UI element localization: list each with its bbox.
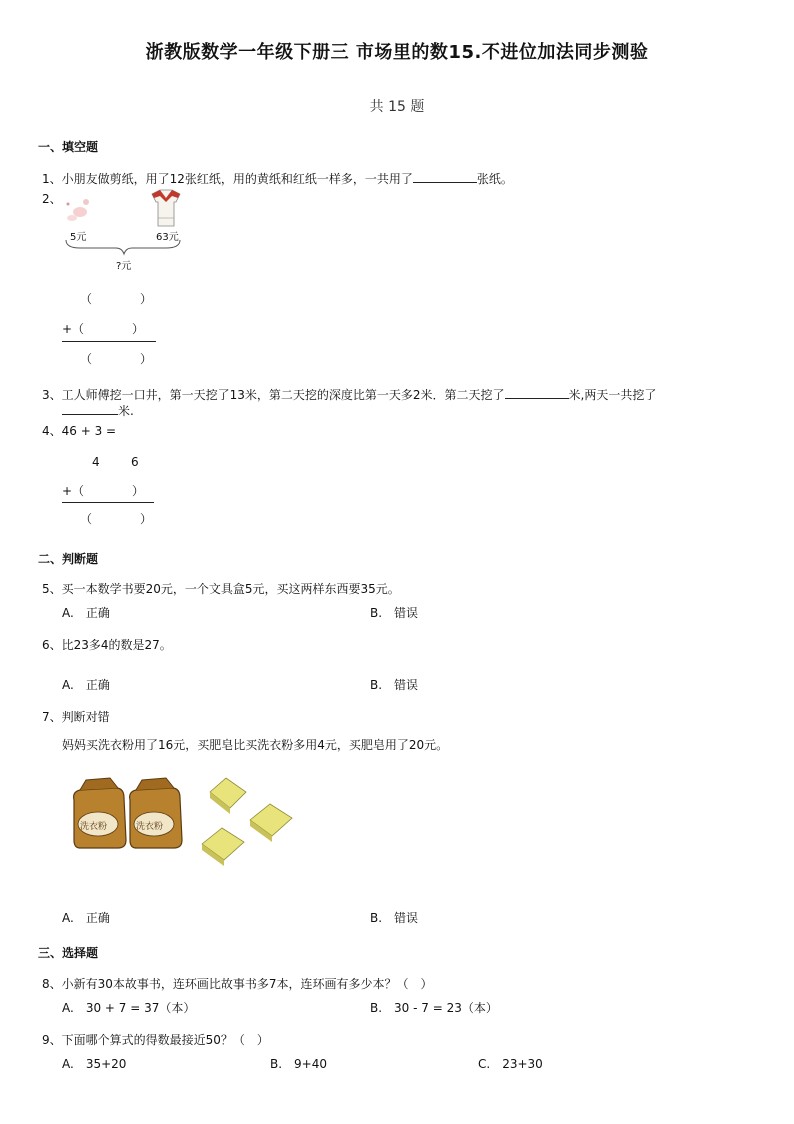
q4-row2[interactable]: +（ ） <box>62 484 145 498</box>
question-9: 9、下面哪个算式的得数最接近50？（ ） <box>42 1033 269 1047</box>
q2-number: 2、 <box>42 192 62 206</box>
toy-icon <box>67 199 90 221</box>
q2-row2[interactable]: +（ ） <box>62 322 145 336</box>
q5-option-a[interactable]: A. 正确 <box>62 606 110 620</box>
q3-answer-blank-1[interactable] <box>505 388 569 399</box>
section-true-false: 二、判断题 <box>38 552 99 566</box>
q3-answer-blank-2[interactable] <box>62 404 118 415</box>
q3-text-2: 米,两天一共挖了 <box>568 388 657 402</box>
q7-option-b[interactable]: B. 错误 <box>370 911 419 925</box>
q1-text: 1、小朋友做剪纸，用了12张红纸，用的黄纸和红纸一样多，一共用了 <box>42 172 413 186</box>
price-total: ?元 <box>116 261 132 272</box>
soap-icon <box>202 828 244 866</box>
question-3 <box>42 386 656 403</box>
bag-label-1: 洗衣粉 <box>80 822 108 832</box>
q2-row1[interactable]: （ ） <box>80 292 153 306</box>
detergent-bag-icon <box>130 778 182 848</box>
section-fill-blank: 一、填空题 <box>38 140 99 154</box>
q8-option-a[interactable]: A. 30 + 7 = 37（本） <box>62 1001 196 1015</box>
q8-option-b[interactable]: B. 30 - 7 = 23（本） <box>370 1001 498 1015</box>
q1-answer-blank[interactable] <box>413 172 477 183</box>
blouse-icon <box>152 190 180 226</box>
q4-digit-ones: 6 <box>131 455 139 469</box>
q4-sum-line <box>62 502 154 503</box>
q9-option-b[interactable]: B. 9+40 <box>270 1057 328 1071</box>
q4-row3[interactable]: （ ） <box>80 512 153 526</box>
q4-digit-tens: 4 <box>92 455 100 469</box>
question-3-line2 <box>62 402 134 419</box>
q1-text-end: 张纸。 <box>476 172 513 186</box>
bag-label-2: 洗衣粉 <box>136 822 164 832</box>
q9-option-c[interactable]: C. 23+30 <box>478 1057 543 1071</box>
q9-option-a[interactable]: A. 35+20 <box>62 1057 127 1071</box>
question-7: 7、判断对错 <box>42 710 110 724</box>
page-title: 浙教版数学一年级下册三 市场里的数15.不进位加法同步测验 <box>145 42 649 63</box>
q3-text-3: 米. <box>118 404 134 418</box>
question-8: 8、小新有30本故事书，连环画比故事书多7本，连环画有多少本？（ ） <box>42 977 433 991</box>
question-4: 4、46 + 3 = <box>42 424 117 438</box>
price-left: 5元 <box>70 232 87 243</box>
question-5: 5、买一本数学书要20元，一个文具盒5元，买这两样东西要35元。 <box>42 582 400 596</box>
soap-icon <box>210 778 246 814</box>
soap-icon <box>250 804 292 842</box>
q7-option-a[interactable]: A. 正确 <box>62 911 110 925</box>
q2-row3[interactable]: （ ） <box>80 352 153 366</box>
q7-text: 妈妈买洗衣粉用了16元，买肥皂比买洗衣粉多用4元，买肥皂用了20元。 <box>62 738 449 752</box>
question-6: 6、比23多4的数是27。 <box>42 638 172 652</box>
q3-text-1: 3、工人师傅挖一口井，第一天挖了13米，第二天挖的深度比第一天多2米．第二天挖了 <box>42 388 505 402</box>
q6-option-b[interactable]: B. 错误 <box>370 678 419 692</box>
detergent-bag-icon <box>74 778 126 848</box>
question-count: 共 15 题 <box>369 99 425 115</box>
q2-sum-line <box>62 341 156 342</box>
q5-option-b[interactable]: B. 错误 <box>370 606 419 620</box>
q6-option-a[interactable]: A. 正确 <box>62 678 110 692</box>
section-multiple-choice: 三、选择题 <box>38 946 99 960</box>
price-right: 63元 <box>156 232 179 243</box>
question-1 <box>42 170 513 187</box>
